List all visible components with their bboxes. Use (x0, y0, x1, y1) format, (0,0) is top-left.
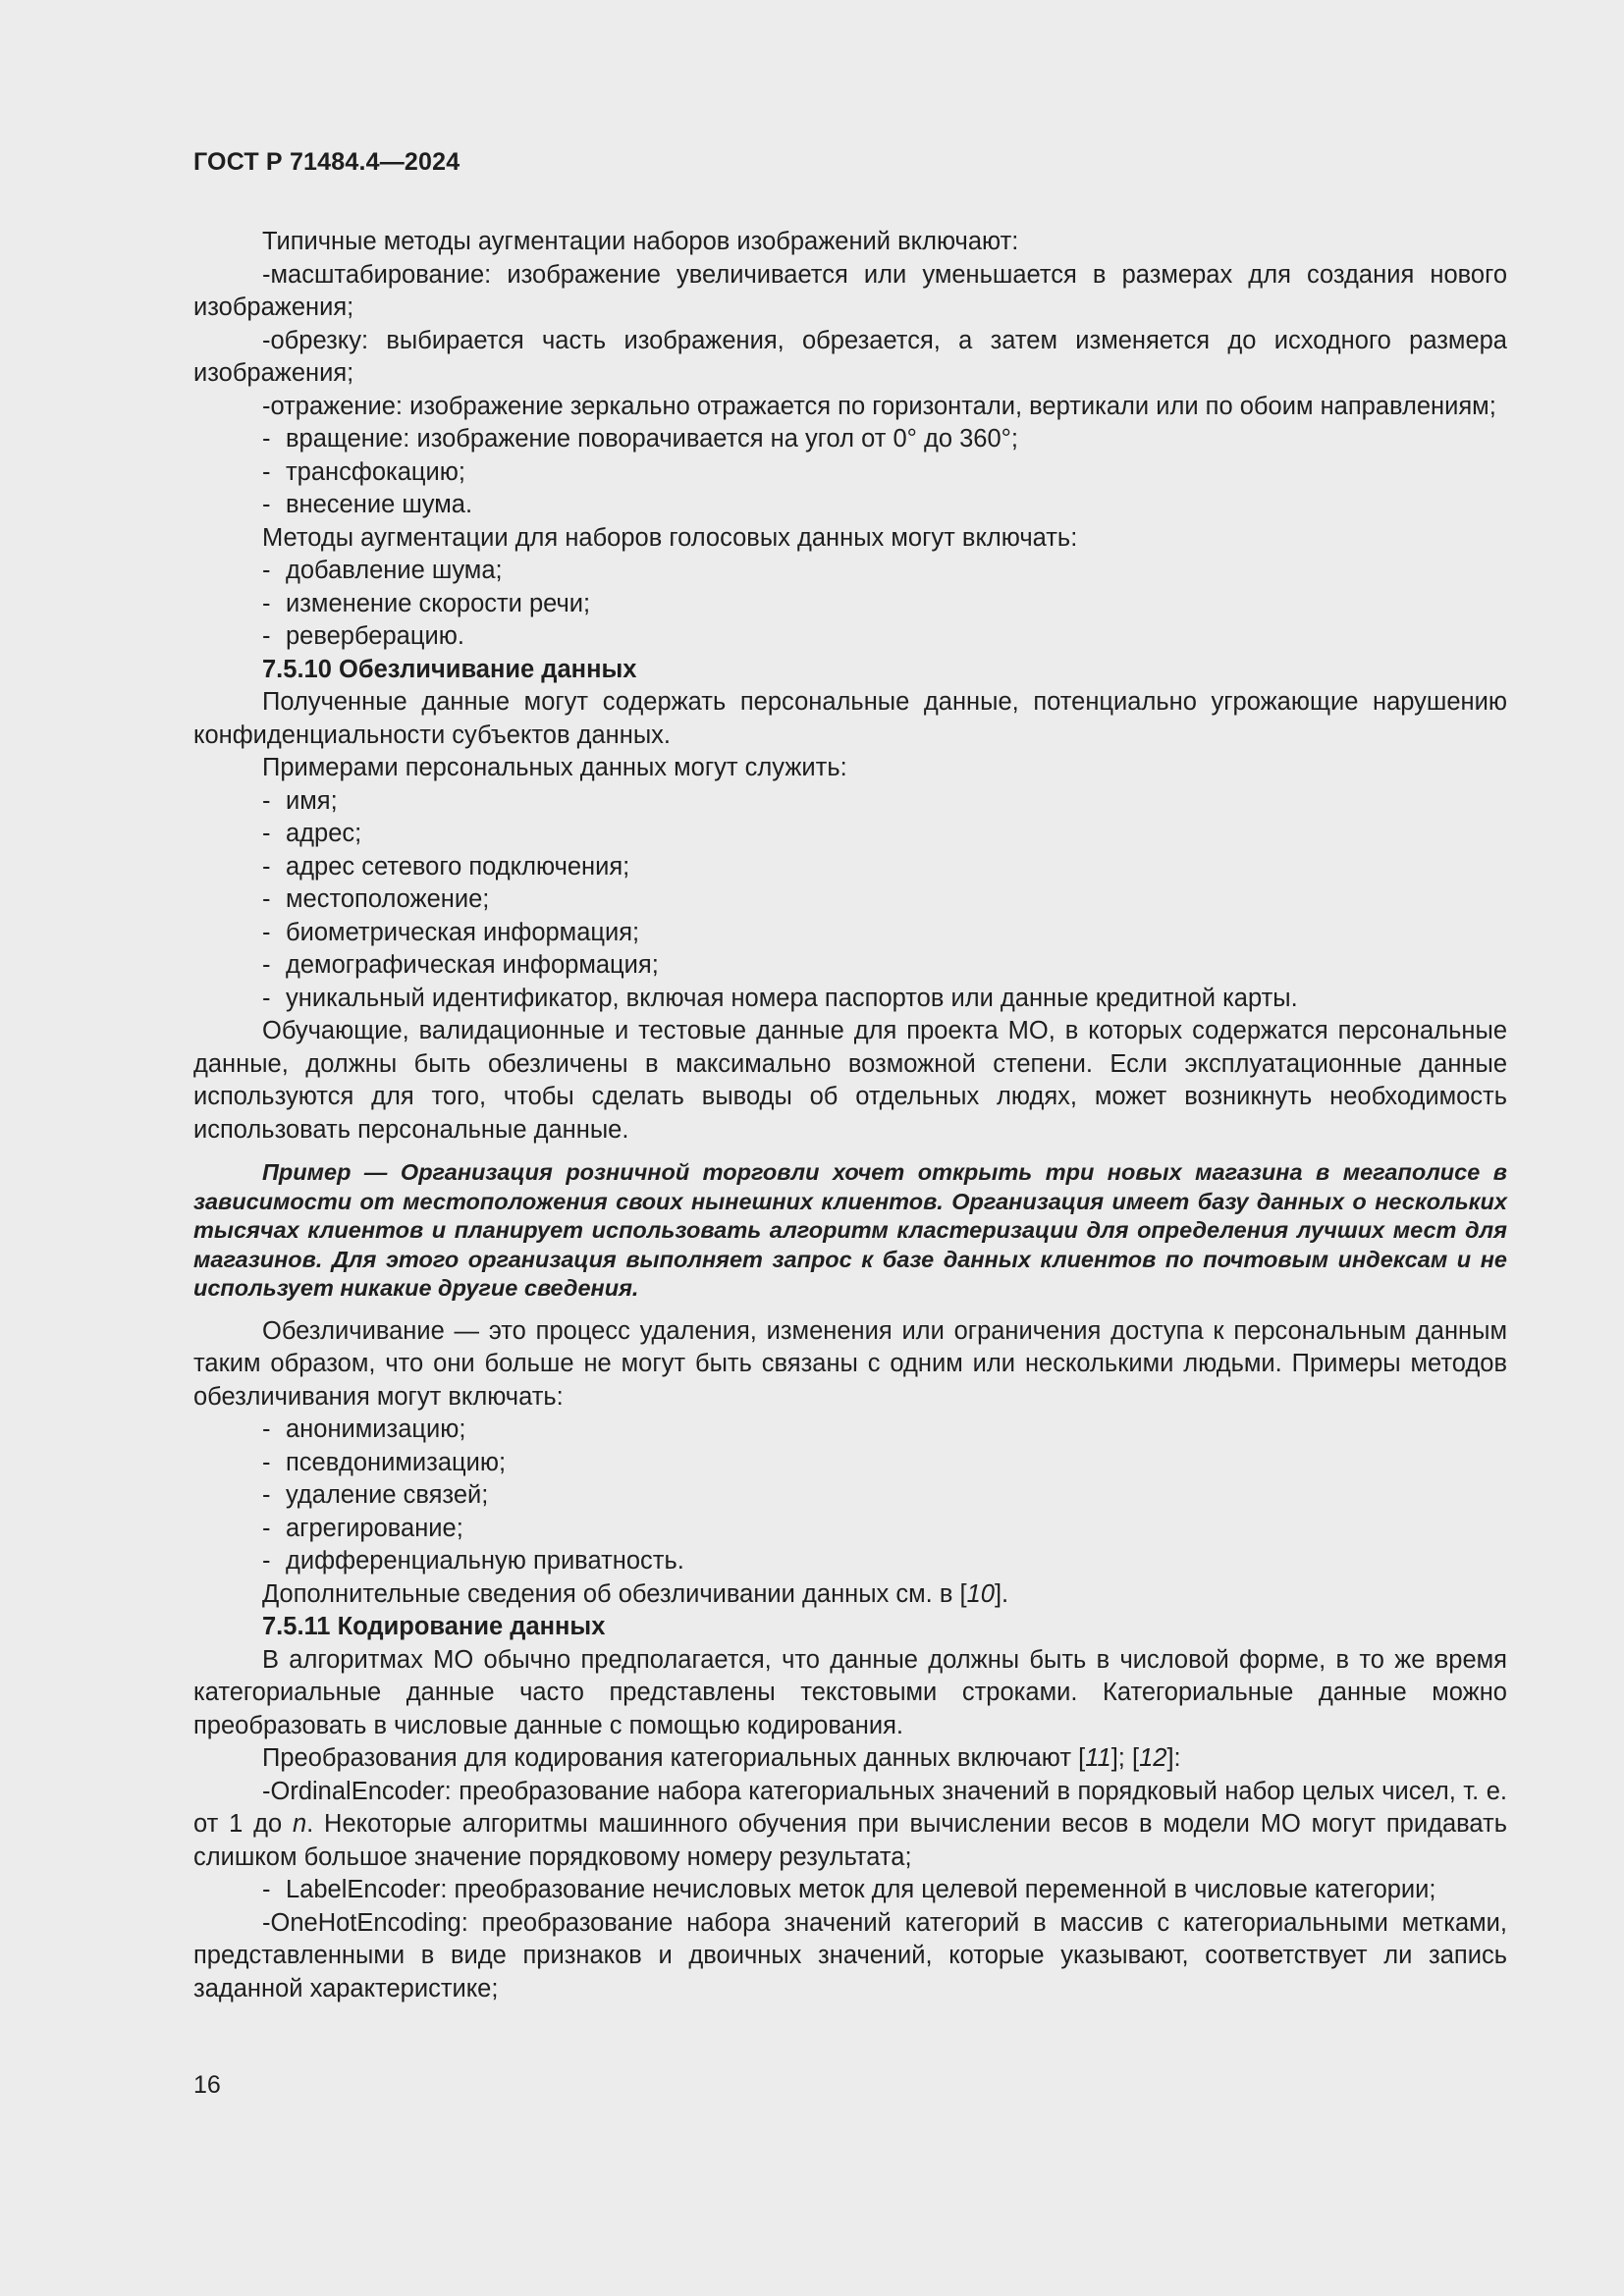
document-header: ГОСТ Р 71484.4—2024 (193, 148, 460, 176)
paragraph-intro: Типичные методы аугментации наборов изображений включают: (262, 228, 1019, 255)
list-item: - внесение шума. (262, 491, 473, 518)
paragraph-personal-examples: Примерами персональных данных могут служить: (262, 754, 847, 781)
list-item: - удаление связей; (262, 1481, 489, 1509)
list-item: - уникальный идентификатор, включая номера паспортов или данные кредитной карты. (262, 984, 1298, 1012)
list-item: - агрегирование; (262, 1514, 463, 1542)
list-item: - имя; (262, 786, 338, 815)
list-item: -обрезку: выбирается часть изображения, обрезается, а затем изменяется до исходного размера изображения; (193, 326, 1507, 387)
list-item: - биометрическая информация; (262, 918, 640, 946)
paragraph-additional-info: Дополнительные сведения об обезличивании данных см. в [10]. (262, 1579, 1009, 1608)
paragraph-voice-intro: Методы аугментации для наборов голосовых данных могут включать: (262, 523, 1078, 552)
list-item: - дифференциальную приватность. (262, 1547, 684, 1575)
list-item: - изменение скорости речи; (262, 589, 591, 617)
paragraph-training-data: Обучающие, валидационные и тестовые данные для проекта МО, в которых содержатся персональные данные, должны быть обезличены в максимально возможной степени. Если эксплуатационные данные используются для того, чтобы сделать выводы об отдельных людях, может возникнуть необходимость использовать персональные данные. (193, 1017, 1507, 1144)
list-item: - добавление шума; (262, 557, 503, 584)
list-item: - адрес; (262, 820, 362, 847)
list-item: - вращение: изображение поворачивается на угол от 0° до 360°; (262, 425, 1018, 453)
list-item-onehot: -OneHotEncoding: преобразование набора значений категорий в массив с категориальными метками, представленными в виде признаков и двоичных значений, которые указывают, соответствует ли запись заданной характеристике; (193, 1908, 1507, 2002)
paragraph-personal-data: Полученные данные могут содержать персональные данные, потенциально угрожающие нарушению конфиденциальности субъектов данных. (193, 688, 1507, 749)
list-item: - местоположение; (262, 885, 490, 913)
list-item: - демографическая информация; (262, 951, 659, 979)
list-item: - трансфокацию; (262, 457, 465, 486)
paragraph-anonymization: Обезличивание — это процесс удаления, изменения или ограничения доступа к персональным данным таким образом, что они больше не могут быть связаны с одним или несколькими людьми. Примеры методов обезличивания могут включать: (193, 1316, 1507, 1411)
list-item: - анонимизацию; (262, 1415, 466, 1443)
list-item-label-encoder: - LabelEncoder: преобразование нечисловых меток для целевой переменной в числовые категории; (262, 1876, 1436, 1903)
list-item: - псевдонимизацию; (262, 1448, 507, 1476)
section-heading-7-5-11: 7.5.11 Кодирование данных (262, 1613, 606, 1640)
reference-link[interactable]: 12 (1139, 1744, 1167, 1772)
section-heading-7-5-10: 7.5.10 Обезличивание данных (262, 655, 637, 683)
page-number: 16 (193, 2071, 221, 2099)
reference-link[interactable]: 11 (1085, 1744, 1111, 1772)
list-item: -масштабирование: изображение увеличивается или уменьшается в размерах для создания нового изображения; (193, 260, 1507, 321)
list-item: - реверберацию. (262, 622, 464, 650)
reference-link[interactable]: 10 (966, 1579, 995, 1608)
list-item-ordinal-encoder: -OrdinalEncoder: преобразование набора категориальных значений в порядковый набор целых чисел, т. е. от 1 до n. Некоторые алгоритмы машинного обучения при вычислении весов в модели МО могут придавать слишком большое значение порядковому номеру результата; (193, 1777, 1507, 1871)
paragraph-encoding: В алгоритмах МО обычно предполагается, что данные должны быть в числовой форме, в то же время категориальные данные часто представлены текстовыми строками. Категориальные данные можно преобразовать в числовые данные с помощью кодирования. (193, 1645, 1507, 1739)
document-body (193, 226, 1507, 2005)
list-item: - адрес сетевого подключения; (262, 852, 630, 881)
list-item: -отражение: изображение зеркально отражается по горизонтали, вертикали или по обоим направлениям; (262, 392, 1496, 420)
paragraph-transforms: Преобразования для кодирования категориальных данных включают [11]; [12]: (262, 1744, 1181, 1772)
example-block: Пример — Организация розничной торговли хочет открыть три новых магазина в мегаполисе в зависимости от местоположения своих нынешних клиентов. Организация имеет базу данных о нескольких тысячах клиентов и планирует использовать алгоритм кластеризации для определения лучших мест для магазинов. Для этого организация выполняет запрос к базе данных клиентов по почтовым индексам и не использует никакие другие сведения. (193, 1159, 1507, 1301)
